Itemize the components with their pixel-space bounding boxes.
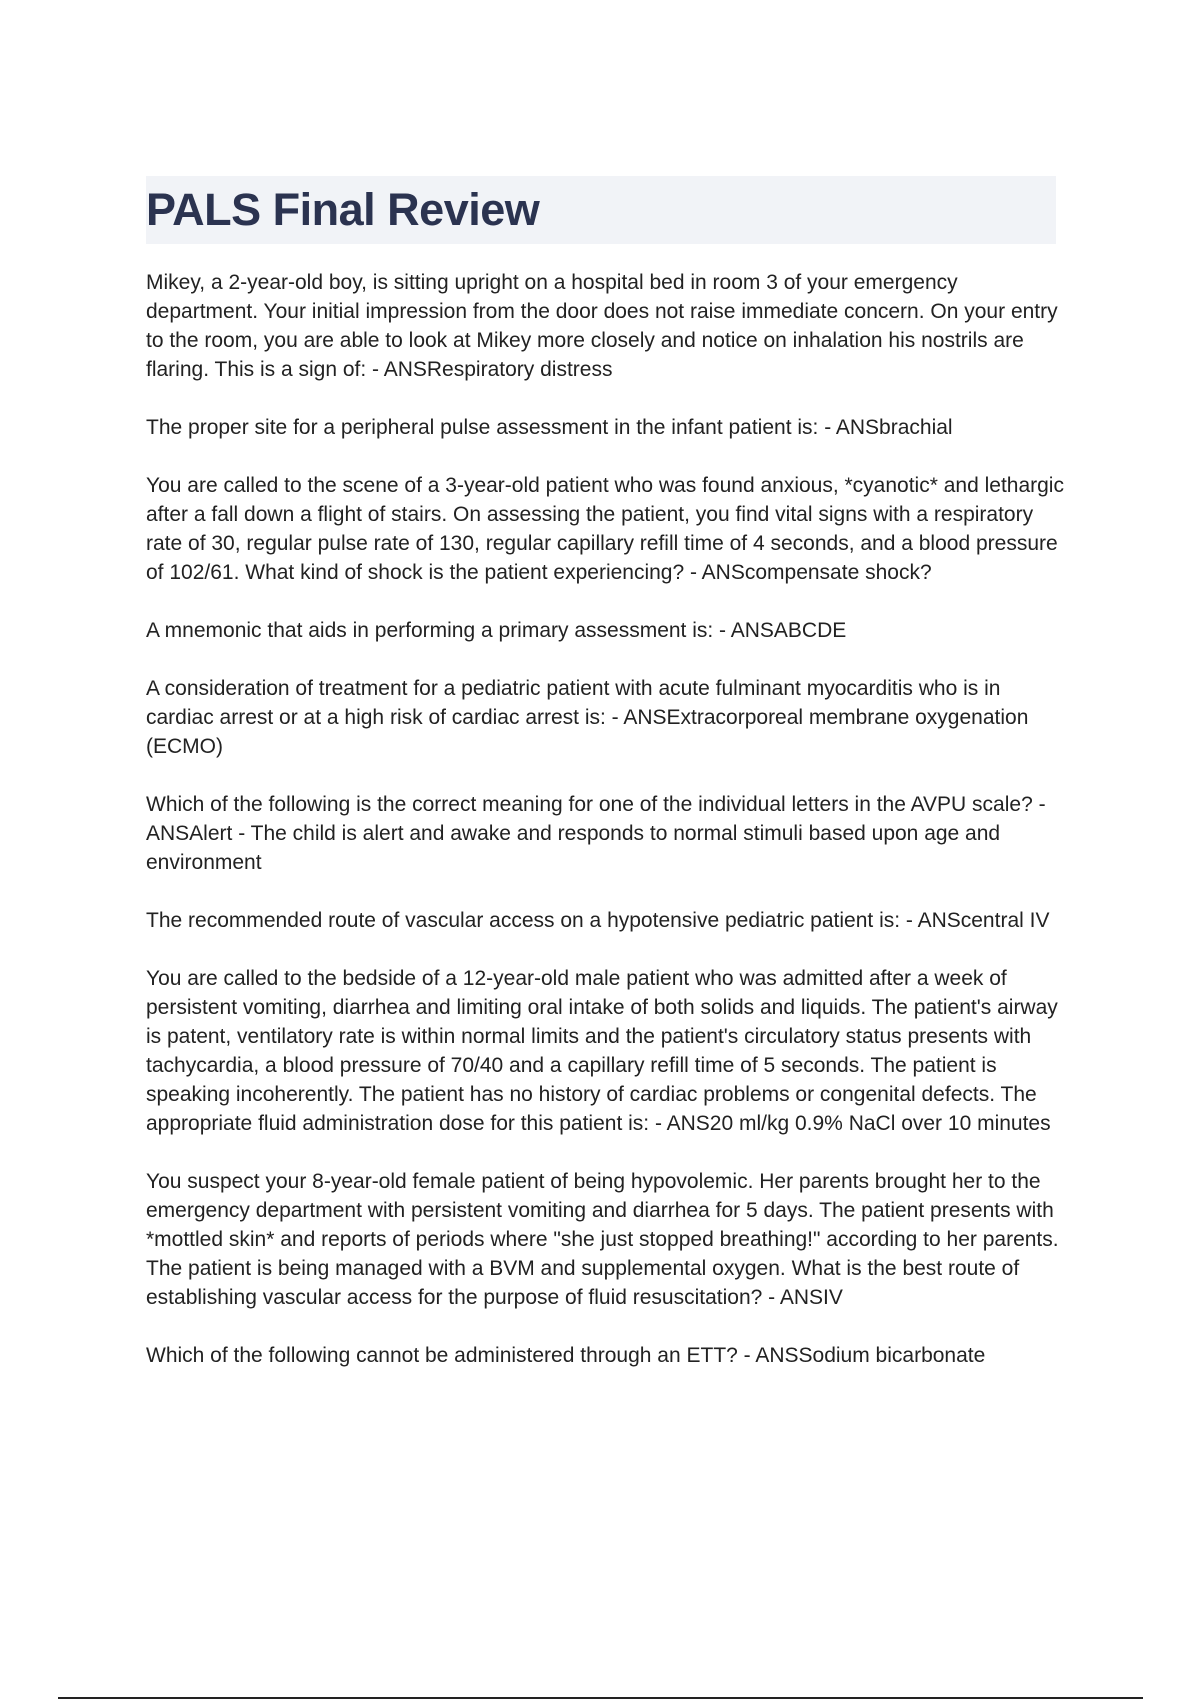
qa-item-7: The recommended route of vascular access on a hypotensive pediatric patient is: - ANScentral IV: [146, 909, 1050, 932]
qa-item-3: You are called to the scene of a 3-year-old patient who was found anxious, *cyanotic* and lethargic after a fall down a flight of stairs. On assessing the patient, you find vital signs with a respiratory rate of 30, regular pulse rate of 130, regular capillary refill time of 4 seconds, and a blood pressure of 102/61. What kind of shock is the patient experiencing? - ANScompensate shock?: [146, 474, 1064, 584]
footer-divider: [58, 1697, 1143, 1699]
qa-item-10: Which of the following cannot be administered through an ETT? - ANSSodium bicarbonate: [146, 1344, 986, 1367]
qa-item-2: The proper site for a peripheral pulse assessment in the infant patient is: - ANSbrachial: [146, 416, 953, 439]
qa-item-9: You suspect your 8-year-old female patient of being hypovolemic. Her parents brought her to the emergency department with persistent vomiting and diarrhea for 5 days. The patient presents with *mottled skin* and reports of periods where "she just stopped breathing!" according to her parents. The patient is being managed with a BVM and supplemental oxygen. What is the best route of establishing vascular access for the purpose of fluid resuscitation? - ANSIV: [146, 1170, 1059, 1309]
title-banner: [146, 176, 1056, 244]
qa-item-4: A mnemonic that aids in performing a primary assessment is: - ANSABCDE: [146, 619, 847, 642]
qa-list: [146, 268, 1066, 1399]
qa-item-5: A consideration of treatment for a pediatric patient with acute fulminant myocarditis who is in cardiac arrest or at a high risk of cardiac arrest is: - ANSExtracorporeal membrane oxygenation (ECMO): [146, 677, 1029, 758]
qa-item-1: Mikey, a 2-year-old boy, is sitting upright on a hospital bed in room 3 of your emergency department. Your initial impression from the door does not raise immediate concern. On your entry to the room, you are able to look at Mikey more closely and notice on inhalation his nostrils are flaring. This is a sign of: - ANSRespiratory distress: [146, 271, 1058, 381]
qa-item-6: Which of the following is the correct meaning for one of the individual letters in the AVPU scale? - ANSAlert - The child is alert and awake and responds to normal stimuli based upon age and environment: [146, 793, 1046, 874]
qa-item-8: You are called to the bedside of a 12-year-old male patient who was admitted after a week of persistent vomiting, diarrhea and limiting oral intake of both solids and liquids. The patient's airway is patent, ventilatory rate is within normal limits and the patient's circulatory status presents with tachycardia, a blood pressure of 70/40 and a capillary refill time of 5 seconds. The patient is speaking incoherently. The patient has no history of cardiac problems or congenital defects. The appropriate fluid administration dose for this patient is: - ANS20 ml/kg 0.9% NaCl over 10 minutes: [146, 967, 1058, 1135]
page-title: PALS Final Review: [146, 184, 540, 235]
